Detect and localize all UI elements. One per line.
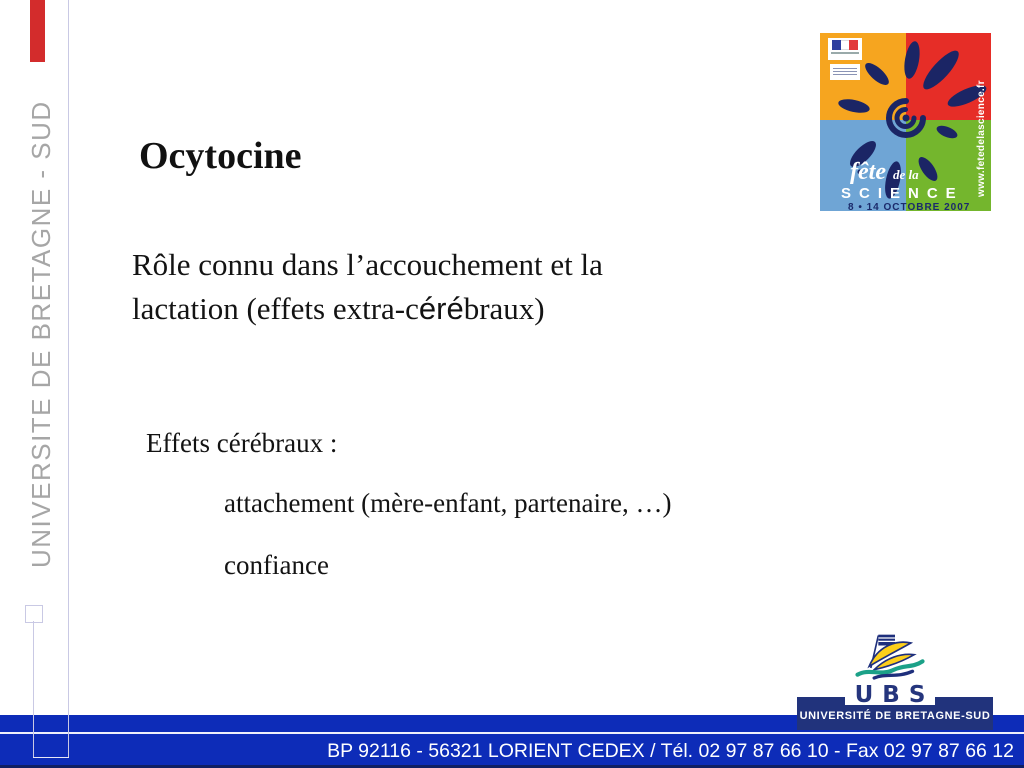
festival-website-text: www.fetedelascience.fr xyxy=(976,80,987,197)
ubs-institution-text: UNIVERSITÉ DE BRETAGNE-SUD xyxy=(799,709,991,722)
ubs-acronym-text: UBS xyxy=(854,682,935,708)
footer-address-text: BP 92116 - 56321 LORIENT CEDEX / Tél. 02 97 87 66 10 - Fax 02 97 87 66 12 xyxy=(327,740,1014,762)
body-paragraph xyxy=(132,243,603,331)
festival-script-text: fête de la xyxy=(850,159,919,185)
fete-science-logo xyxy=(820,33,991,211)
effects-item-confidence: confiance xyxy=(224,550,329,580)
body-line2-pre: lactation (effets extra-c xyxy=(132,291,419,326)
left-rail-line-lower xyxy=(33,621,34,757)
effects-item-attachment: attachement (mère-enfant, partenaire, …) xyxy=(224,488,672,518)
red-marker-bar xyxy=(30,0,45,62)
left-rail-square xyxy=(25,605,43,623)
sailboat-icon xyxy=(845,633,935,683)
festival-name-text: SCIENCE xyxy=(841,185,964,202)
left-rail-line xyxy=(68,0,69,757)
festival-dates-text: 8 • 14 OCTOBRE 2007 xyxy=(848,202,971,213)
slide-title: Ocytocine xyxy=(139,135,302,177)
body-line1: Rôle connu dans l’accouchement et la xyxy=(132,247,603,282)
french-government-emblem xyxy=(828,38,862,60)
footer-divider-line xyxy=(0,732,1024,734)
french-flag-icon xyxy=(832,40,858,50)
university-vertical-label: UNIVERSITE DE BRETAGNE - SUD xyxy=(26,100,56,568)
left-rail-connector xyxy=(33,757,69,758)
ministry-text-block xyxy=(830,64,860,80)
effects-heading: Effets cérébraux : xyxy=(146,428,338,458)
body-line2-alt-font: éré xyxy=(418,291,464,326)
body-line2-post: braux) xyxy=(463,291,545,326)
ubs-emblem-box xyxy=(845,633,935,708)
